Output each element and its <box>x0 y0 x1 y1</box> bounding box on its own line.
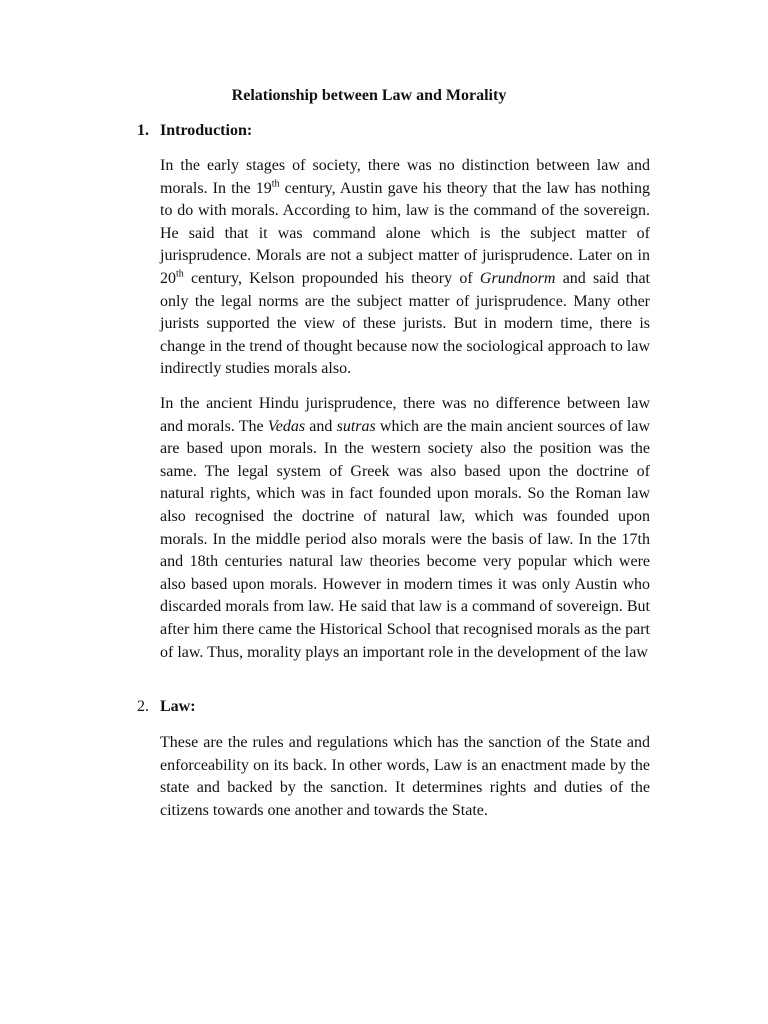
section-number: 1. <box>137 122 149 139</box>
document-title-text: Relationship between Law and Morality <box>231 87 507 104</box>
text-segment: In the early stages of society, there was no distinction between law and morals. In the 19 <box>160 157 650 197</box>
italic-term: Vedas <box>267 417 306 435</box>
section-heading-text: Law: <box>160 698 196 715</box>
paragraph <box>160 155 650 381</box>
paragraph <box>160 393 650 664</box>
text-segment: and <box>305 417 337 435</box>
text-segment: In the ancient Hindu jurisprudence, there was no difference between law and morals. The <box>160 395 650 435</box>
section-heading-text: Introduction: <box>160 122 253 139</box>
text-segment: century, Kelson propounded his theory of <box>183 269 480 287</box>
text-segment: These are the rules and regulations which has the sanction of the State and enforceability on its back. In other words, Law is an enactment made by the state and backed by the sanction. It determines rights and duties of the citizens towards one another and towards the State. <box>160 734 650 819</box>
italic-term: sutras <box>336 417 376 435</box>
section-heading-law <box>137 698 196 716</box>
superscript: th <box>271 178 280 190</box>
section-number: 2. <box>137 698 149 715</box>
text-segment: which are the main ancient sources of law are based upon morals. In the western society also the position was the same. The legal system of Greek was also based upon the doctrine of natural rights, which was in fact founded upon morals. So the Roman law also recognised the doctrine of natural law, which was founded upon morals. In the middle period also morals were the basis of law. In the 17th and 18th centuries natural law theories become very popular which were also based upon morals. However in modern times it was only Austin who discarded morals from law. He said that law is a command of sovereign. But after him there came the Historical School that recognised morals as the part of law. Thus, morality plays an important role in the development of the law <box>160 417 651 661</box>
text-segment: century, Austin gave his theory that the law has nothing to do with morals. According to him, law is the command of the sovereign. He said that it was command alone which is the subject matter of jurisprudence. Morals are not a subject matter of jurisprudence. Later on in 20 <box>160 179 651 287</box>
paragraph <box>160 732 650 822</box>
text-segment: and said that only the legal norms are the subject matter of jurisprudence. Many other jurists supported the view of these jurists. But in modern time, there is change in the trend of thought because now the sociological approach to law indirectly studies morals also. <box>160 269 650 378</box>
document-title <box>0 87 768 105</box>
superscript: th <box>176 268 184 280</box>
section-heading-introduction <box>137 122 252 140</box>
italic-term: Grundnorm <box>479 269 556 287</box>
